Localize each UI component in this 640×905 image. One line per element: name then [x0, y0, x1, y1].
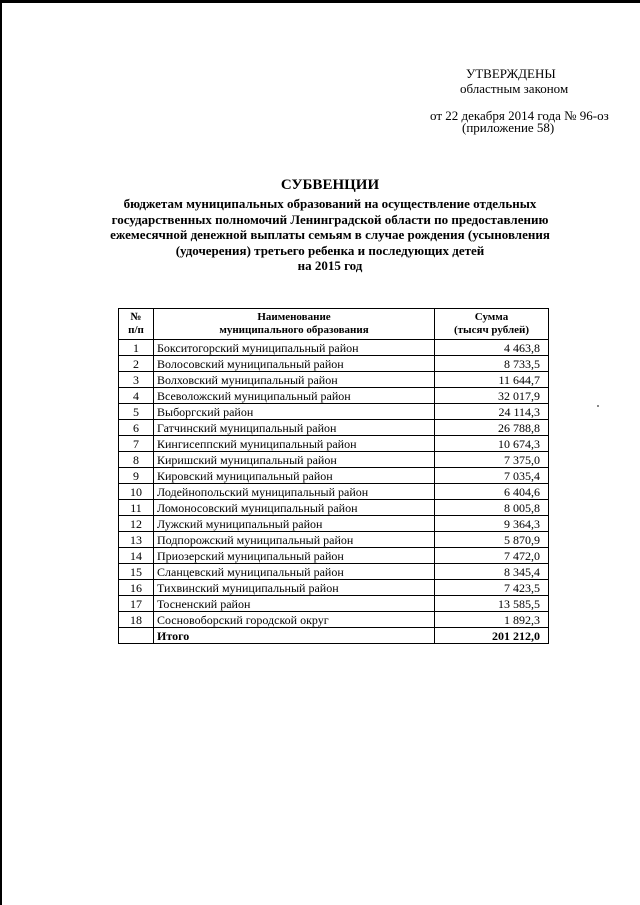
row-sum: 11 644,7 — [435, 372, 549, 388]
row-sum: 10 674,3 — [435, 436, 549, 452]
document-title — [80, 176, 580, 274]
row-sum: 4 463,8 — [435, 340, 549, 356]
row-number: 1 — [119, 340, 154, 356]
title-main: СУБВЕНЦИИ — [280, 177, 380, 193]
row-number: 12 — [119, 516, 154, 532]
header-number — [119, 309, 154, 340]
title-line: бюджетам муниципальных образований на осуществление отдельных — [123, 196, 537, 211]
row-name: Ломоносовский муниципальный район — [154, 500, 435, 516]
header-name-line: Наименование — [257, 311, 331, 323]
approval-date: от 22 декабря 2014 года № 96-оз — [430, 108, 609, 123]
table-row — [119, 484, 549, 500]
row-sum: 32 017,9 — [435, 388, 549, 404]
row-number: 3 — [119, 372, 154, 388]
table-row — [119, 612, 549, 628]
title-line: на 2015 год — [297, 258, 363, 273]
scan-top-border — [0, 0, 640, 3]
table-row — [119, 356, 549, 372]
row-number: 15 — [119, 564, 154, 580]
row-name: Волховский муниципальный район — [154, 372, 435, 388]
row-name: Гатчинский муниципальный район — [154, 420, 435, 436]
table-row — [119, 372, 549, 388]
row-name: Сосновоборский городской округ — [154, 612, 435, 628]
header-sum-line: Сумма — [474, 311, 509, 323]
table-row — [119, 420, 549, 436]
row-sum: 7 423,5 — [435, 580, 549, 596]
row-number: 18 — [119, 612, 154, 628]
table-row — [119, 468, 549, 484]
row-name: Лужский муниципальный район — [154, 516, 435, 532]
header-number-line: № — [130, 311, 142, 323]
row-sum: 8 733,5 — [435, 356, 549, 372]
approval-law: областным законом — [460, 81, 569, 96]
row-sum: 8 345,4 — [435, 564, 549, 580]
table-row — [119, 404, 549, 420]
subsidy-table — [118, 308, 549, 644]
row-number: 10 — [119, 484, 154, 500]
table-total-row — [119, 628, 549, 644]
row-sum: 13 585,5 — [435, 596, 549, 612]
header-name — [154, 309, 435, 340]
row-name: Бокситогорский муниципальный район — [154, 340, 435, 356]
table-body — [119, 340, 549, 644]
row-number: 6 — [119, 420, 154, 436]
row-name: Приозерский муниципальный район — [154, 548, 435, 564]
table-row — [119, 452, 549, 468]
title-line: государственных полномочий Ленинградской области по предоставлению — [111, 211, 549, 227]
row-sum: 24 114,3 — [435, 404, 549, 420]
row-number: 17 — [119, 596, 154, 612]
table-row — [119, 436, 549, 452]
total-sum: 201 212,0 — [435, 628, 549, 644]
table-row — [119, 532, 549, 548]
approval-stamp — [430, 66, 630, 135]
row-number: 5 — [119, 404, 154, 420]
row-number: 11 — [119, 500, 154, 516]
row-name: Тихвинский муниципальный район — [154, 580, 435, 596]
table-row — [119, 580, 549, 596]
approval-heading: УТВЕРЖДЕНЫ — [466, 66, 556, 81]
row-number: 13 — [119, 532, 154, 548]
row-sum: 7 035,4 — [435, 468, 549, 484]
row-sum: 5 870,9 — [435, 532, 549, 548]
table-row — [119, 500, 549, 516]
row-number: 7 — [119, 436, 154, 452]
row-number: 9 — [119, 468, 154, 484]
title-line: ежемесячной денежной выплаты семьям в случае рождения (усыновления — [110, 227, 550, 242]
row-sum: 7 472,0 — [435, 548, 549, 564]
title-line: (удочерения) третьего ребенка и последующих детей — [175, 242, 485, 258]
table-row — [119, 596, 549, 612]
row-name: Сланцевский муниципальный район — [154, 564, 435, 580]
row-name: Тосненский район — [154, 596, 435, 612]
row-sum: 26 788,8 — [435, 420, 549, 436]
row-sum: 1 892,3 — [435, 612, 549, 628]
row-number: 4 — [119, 388, 154, 404]
header-number-line: п/п — [128, 324, 144, 336]
total-blank — [119, 628, 154, 644]
row-name: Кировский муниципальный район — [154, 468, 435, 484]
row-number: 14 — [119, 548, 154, 564]
row-number: 2 — [119, 356, 154, 372]
total-label: Итого — [154, 628, 435, 644]
row-sum: 8 005,8 — [435, 500, 549, 516]
row-name: Всеволожский муниципальный район — [154, 388, 435, 404]
table-row — [119, 564, 549, 580]
table-row — [119, 548, 549, 564]
row-number: 16 — [119, 580, 154, 596]
table-header-row — [119, 309, 549, 340]
header-sum — [435, 309, 549, 340]
row-name: Лодейнопольский муниципальный район — [154, 484, 435, 500]
header-name-line: муниципального образования — [219, 324, 369, 336]
row-sum: 6 404,6 — [435, 484, 549, 500]
table-row — [119, 516, 549, 532]
row-name: Кингисеппский муниципальный район — [154, 436, 435, 452]
scan-left-border — [0, 0, 2, 905]
table-row — [119, 388, 549, 404]
table-row — [119, 340, 549, 356]
header-sum-line: (тысяч рублей) — [453, 324, 530, 336]
row-name: Волосовский муниципальный район — [154, 356, 435, 372]
row-name: Киришский муниципальный район — [154, 452, 435, 468]
row-sum: 7 375,0 — [435, 452, 549, 468]
row-number: 8 — [119, 452, 154, 468]
scan-speck — [597, 405, 599, 407]
row-sum: 9 364,3 — [435, 516, 549, 532]
row-name: Подпорожский муниципальный район — [154, 532, 435, 548]
approval-appendix: (приложение 58) — [462, 120, 555, 135]
row-name: Выборгский район — [154, 404, 435, 420]
